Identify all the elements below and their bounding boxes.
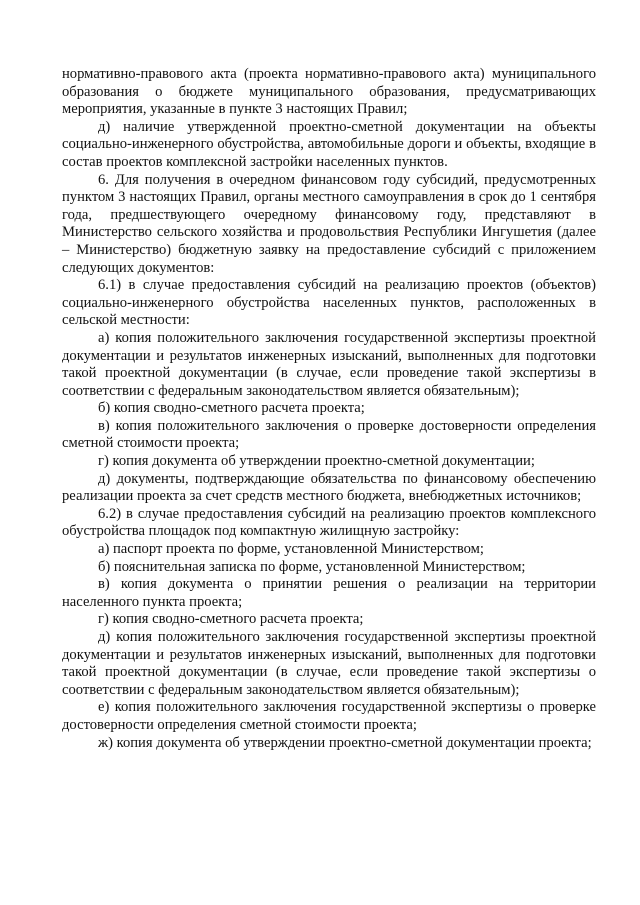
paragraph-continuation: нормативно-правового акта (проекта нормативно-правового акта) муниципального образования о бюджете муниципального образования, предусматривающих мероприятия, указанные в пункте 3 настоящих Правил;: [62, 66, 596, 118]
paragraph-6-1-v: в) копия положительного заключения о проверке достоверности определения сметной стоимости проекта;: [62, 417, 596, 452]
paragraph-6-2-g: г) копия сводно-сметного расчета проекта;: [98, 611, 364, 628]
paragraph-6-2-b: б) пояснительная записка по форме, установленной Министерством;: [98, 558, 526, 575]
paragraph-6-2-v: в) копия документа о принятии решения о реализации на территории населенного пункта проекта;: [62, 576, 596, 610]
paragraph-6-2-a: а) паспорт проекта по форме, установленной Министерством;: [98, 541, 484, 558]
paragraph-6-2-d: д) копия положительного заключения государственной экспертизы проектной документации и результатов инженерных изысканий, выполненных для подготовки такой проектной документации (в случае, если проведение такой экспертизы о соответствии с федеральным законодательством является обязательным);: [62, 629, 596, 698]
paragraph-clause-6-1: 6.1) в случае предоставления субсидий на реализацию проектов (объектов) социально-инженерного обустройства населенных пунктов, расположенных в сельской местности:: [62, 277, 596, 329]
paragraph-6-1-b: б) копия сводно-сметного расчета проекта;: [98, 400, 365, 417]
paragraph-6-2-zh: ж) копия документа об утверждении проектно-сметной документации проекта;: [98, 734, 592, 751]
paragraph-6-2-e: е) копия положительного заключения государственной экспертизы о проверке достоверности определения сметной стоимости проекта;: [62, 699, 596, 733]
paragraph-item-d-design-docs: д) наличие утвержденной проектно-сметной документации на объекты социально-инженерного обустройства, автомобильные дороги и объекты, входящие в состав проектов комплексной застройки населенных пунктов.: [62, 118, 596, 170]
paragraph-6-1-d: д) документы, подтверждающие обязательства по финансовому обеспечению реализации проекта за счет средств местного бюджета, внебюджетных источников;: [62, 470, 596, 505]
paragraph-clause-6-2: 6.2) в случае предоставления субсидий на реализацию проектов комплексного обустройства площадок под компактную жилищную застройку:: [62, 505, 596, 540]
paragraph-6-1-g: г) копия документа об утверждении проектно-сметной документации;: [98, 453, 535, 470]
paragraph-6-1-a: а) копия положительного заключения государственной экспертизы проектной документации и результатов инженерных изысканий, выполненных для подготовки такой проектной документации (в случае, если проведение такой экспертизы в соответствии с федеральным законодательством является обязательным);: [62, 329, 596, 399]
paragraph-clause-6: 6. Для получения в очередном финансовом году субсидий, предусмотренных пунктом 3 настоящих Правил, органы местного самоуправления в срок до 1 сентября года, предшествующего очередному финансовому году, представляют в Министерство сельского хозяйства и продовольствия Республики Ингушетия (далее – Министерство) бюджетную заявку на предоставление субсидий с приложением следующих документов:: [62, 171, 596, 276]
